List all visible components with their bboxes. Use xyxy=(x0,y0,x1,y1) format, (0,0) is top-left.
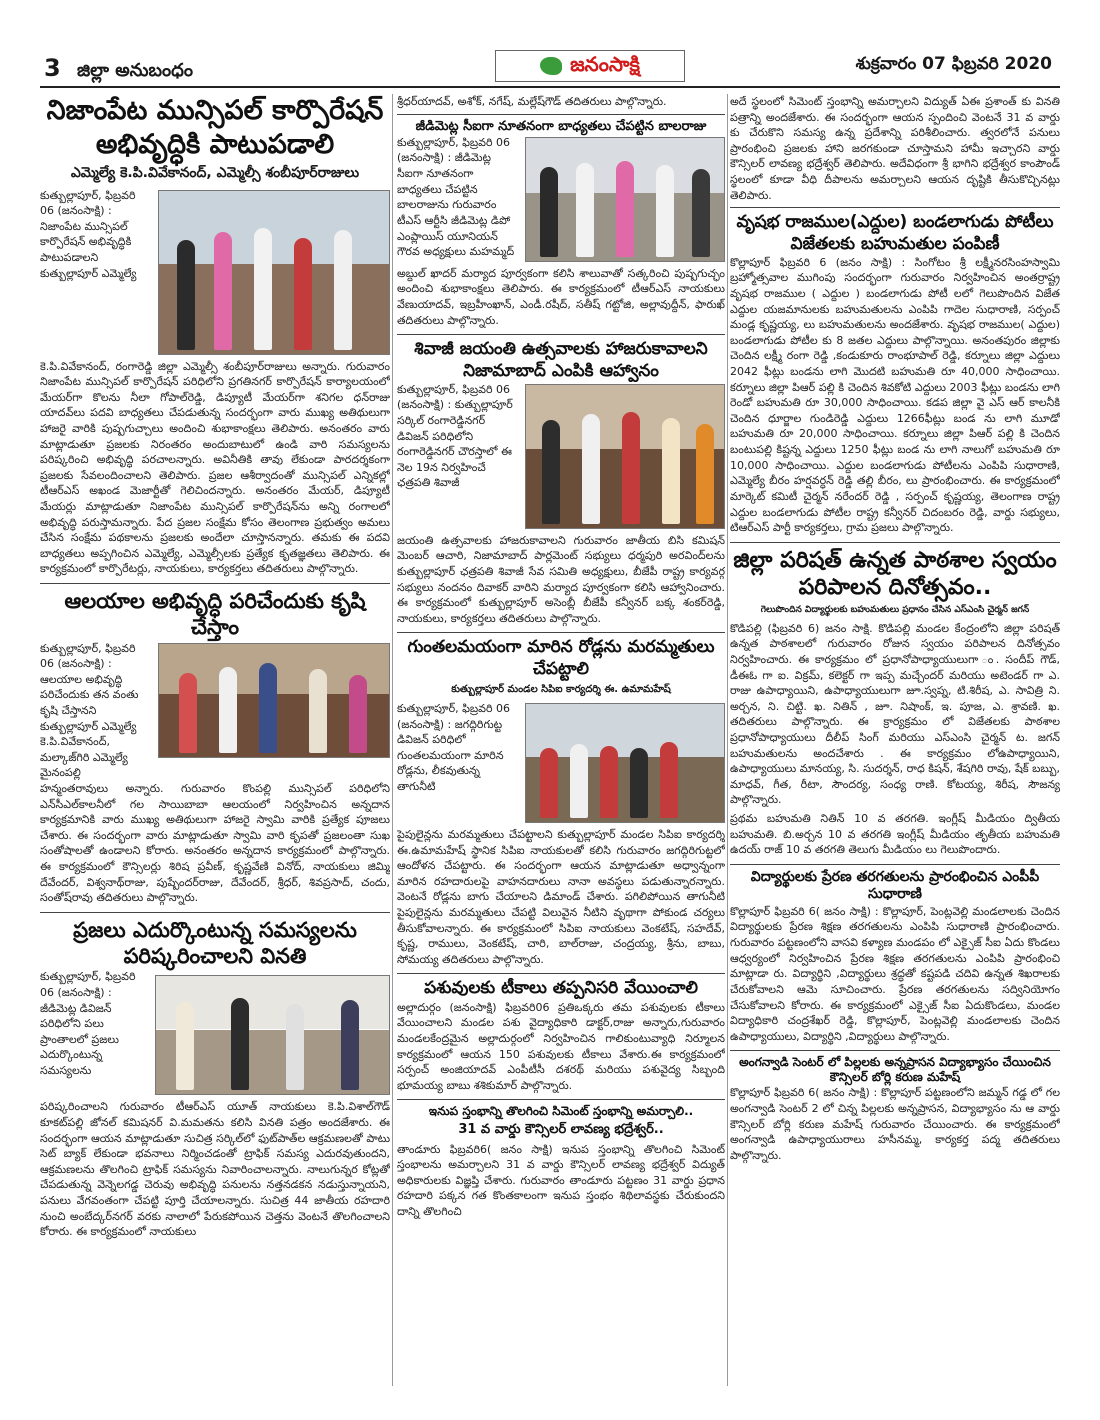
headline: జిల్లా పరిషత్ ఉన్నత పాఠశాల స్వయం పరిపాలన దినోత్సవం.. xyxy=(733,547,1057,601)
headline: ఆలయాల అభివృద్ధి పరిచేందుకు కృషి చేస్తాం xyxy=(64,589,366,640)
dateline: కుత్బుల్లాపూర్, ఫిబ్రవరి 06 (జనంసాక్షి) : జీడిమెట్ల సీఐగా నూతనంగా బాధ్యతలు చేపట్టిన బాలరాజును గురువారం టీఎస్ ఆర్టీసి జీడిమెట్ల డిపో ఎంప్లాయిస్ యూనియన్ గౌరవ అధ్యక్షులు మహమ్మద్ xyxy=(397,135,515,259)
column-3 xyxy=(730,94,1060,1386)
dateline: కుత్బుల్లాపూర్, ఫిబ్రవరి 06 (జనంసాక్షి) : కుత్బుల్లాపూర్ సర్కిల్ రంగారెడ్డినగర్ డివిజన్ పరిధిలోని రంగారెడ్డినగర్ చౌరస్తాలో ఈ నెల 19న నిర్వహించే ఛత్రపతి శివాజీ xyxy=(397,382,513,490)
article-iron-pole xyxy=(397,1104,725,1219)
headline: విద్యార్థులకు ప్రేరణ తరగతులను ప్రారంభించిన ఎంపీపీ సుధారాణి xyxy=(750,868,1040,903)
news-photo xyxy=(525,137,725,262)
headline: వృషభ రాజముల(ఎద్దుల) బండలాగుడు పోటీలు విజేతలకు బహుమతుల పంపిణీ xyxy=(736,212,1054,254)
article-body: హన్మంతరావులు అన్నారు. గురువారం కొంపల్లి మున్సిపల్ పరిధిలోని ఎన్‌సీఎల్‌కాలనీలో గల సాయిబాబా ఆలయంలో నిర్వహించిన అన్నదాన కార్యక్రమానికి వారు ముఖ్య అతిథులుగా హాజరై స్వామి వారికి ప్రత్యేక పూజలు చేశారు. ఈ సందర్భంగా వారు మాట్లాడుతూ స్వామి వారి కృపతో ప్రజలంతా సుఖ సంతోషాలతో ఉండాలని కోరారు. అనంతరం అన్నదాన కార్యక్రమంలో పాల్గొన్నారు. ఈ కార్యక్రమంలో కౌన్సిలర్లు శిరిష ప్రవీణ్, కృష్ణవేణి వినోద్, నాయకులు జిమ్మి దేవేందర్, విశ్వనాథ్‌రాజు, పుష్పేందర్‌రాజు, దేవేందర్, శ్రీధర్, శివప్రసాద్, చందు, సంతోష్‌రావు తదితరులు పాల్గొన్నారు. xyxy=(40,782,390,905)
news-photo xyxy=(155,975,390,1095)
news-photo xyxy=(525,384,725,529)
article-body: అల్లాదుర్గం (జనంసాక్షి) ఫిబ్రవరి06 ప్రతిఒక్కరు తమ పశువులకు టీకాలు వేయించాలని మండల పశు వైద్యాధికారి డాక్టర్,రాజు అన్నారు,గురువారం మండలకేంద్రమైన అల్లాదుర్గంలో నిర్వహించిన గాలికుంటువ్యాధి నిర్మూలన కార్యక్రమంలో ఆయన 150 పశువులకు టీకాలు వేశారు.ఈ కార్యక్రమంలో సర్పంచ్ అంజియాదవ్ ఎంపీటీసీ దశరథ్ మరియు పశువైద్య సిబ్బంది భూమయ్య బాబు శశికుమార్ పాల్గొన్నారు. xyxy=(397,1000,725,1092)
page-header-left xyxy=(44,54,193,85)
issue-date: శుక్రవారం 07 ఫిబ్రవరి 2020 xyxy=(855,54,1052,74)
article-body: కొల్లాపూర్ ఫిబ్రవరి 6( జనం సాక్షి) : కొల్లాపూర్, పెంట్లవెల్లి మండలాలకు చెందిన విద్యార్థులకు ప్రేరణ శిక్షణ తరగతులను ఎంపిపి సుధారాణి ప్రారంభించారు. గురువారం పట్టణంలోని వాసవి కళ్యాణ మండపం లో ఎక్సైజ్ సీఐ ఏదు కొండలు ఆధ్వర్యంలో నిర్వహించిన ప్రేరణ శిక్షణ తరగతులను ఎంపిపి ప్రారంభించి మాట్లాడా రు. విద్యార్థిని ,విద్యార్థులు శ్రద్ధతో కష్టపడి చదివి ఉన్నత శిఖరాలకు చేరుకోవాలని ఆమె సూచించారు. ప్రేరణ తరగతులను సద్వినియోగం చేసుకోవాలని కోరారు. ఈ కార్యక్రమంలో ఎక్సైజ్ సీఐ ఏదుకొండలు, మండల విద్యాధికారి చంద్రశేఖర్ రెడ్డి, కొల్లాపూర్, పెంట్లవెల్లి మండలాలకు చెందిన ఉపాధ్యాయులు, విద్యార్థిని ,విద్యార్థులు పాల్గొన్నారు. xyxy=(730,904,1060,1043)
article-body: జయంతి ఉత్సవాలకు హాజరుకావాలని గురువారం జాతీయ బిసి కమిషన్ మెంబర్ ఆచారి, నిజామాబాద్ పార్లమెంట్ సభ్యులు ధర్మపురి అరవింద్‌లను కుత్బుల్లాపూర్ ఛత్రపతి శివాజీ సేవ సమితి అధ్యక్షులు, బీజేపీ రాష్ట్ర కార్యవర్గ సభ్యులు నందనం దివాకర్ వారిని మర్యాద పూర్వకంగా కలిసి ఆహ్వానించారు. ఈ కార్యక్రమంలో కుత్బుల్లాపూర్ అసెంబ్లీ బీజేపీ కన్వీనర్ బక్క శంకర్‌రెడ్డి, నాయకులు, కార్యకర్తలు తదితరులు పాల్గొన్నారు. xyxy=(397,533,725,625)
dateline: కుత్బుల్లాపూర్, ఫిబ్రవరి 06 (జనంసాక్షి) : ఆలయాల అభివృద్ధి పరిచేందుకు తన వంతు కృషి చేస్తానని కుత్బుల్లాపూర్ ఎమ్మెల్యే కె.పి.వివేకానంద్, మల్కాజ్‌గిరి ఎమ్మెల్యే మైనంపల్లి xyxy=(40,641,139,780)
article-anganwadi xyxy=(730,1055,1060,1163)
column-2 xyxy=(397,94,725,1386)
page-number: 3 xyxy=(44,54,61,82)
headline: ప్రజలు ఎదుర్కొంటున్న సమస్యలను పరిష్కరించాలని వినతి xyxy=(73,917,357,969)
prize-winners: ప్రథమ బహుమతి నితిన్ 10 వ తరగతి. ఇంగ్లీష్ మీడియం ద్వితీయ బహుమతి. బి.అర్చన 10 వ తరగతి ఇంగ్లీష్ మీడియం తృతీయ బహుమతి ఉదయ్ రాజ్ 10 వ తరగతి తెలుగు మీడియం లు గెలుపొందారు. xyxy=(730,812,1060,857)
article-shivaji xyxy=(397,339,725,626)
dateline: కుత్బుల్లాపూర్, ఫిబ్రవరి 06 (జనంసాక్షి) : జీడిమెట్ల డివిజన్ పరిధిలోని పలు ప్రాంతాలలో ప్రజలు ఎదుర్కొంటున్న సమస్యలను xyxy=(40,970,136,1078)
headline-secondary: 31 వ వార్డు కౌన్సిలర్ లావణ్య భద్రేశ్వర్.. xyxy=(458,1122,664,1138)
article-body: పైపులైన్లను మరమ్మతులు చేపట్టాలని కుత్బుల్లాపూర్ మండల సిపిఐ కార్యదర్శి ఈ.ఉమామహేష్ స్థానిక సిపిఐ నాయకులతో కలిసి గురువారం జగద్గిరిగుట్టలో ఆందోళన చేపట్టారు. ఈ సందర్భంగా ఆయన మాట్లాడుతూ అధ్వాన్నంగా మారిన రహదారులపై వాహనదారులు నానా అవస్థలు పడుతున్నారన్నారు. వెంటనే రోడ్లను బాగు చేయాలని డిమాండ్ చేశారు. పగిలిపోయిన తాగునీటి పైపులైన్లను మరమ్మతులు చేపట్టి విలువైన నీటిని వృథాగా పోకుండ చర్యలు తీసుకోవాలన్నారు. ఈ కార్యక్రమంలో సిపిఐ నాయకులు వెంకటేష్, సహదేవ్, కృష్ణ, రాములు, వెంకటేష్, చారి, బాల్‌రాజు, చంద్రయ్య, శ్రీను, బాబు, సోమయ్య తదితరులు పాల్గొన్నారు. xyxy=(397,827,725,966)
article-temples xyxy=(40,588,390,906)
article-body: కొల్లాపూర్ ఫిబ్రవరి 6 (జనం సాక్షి) : సింగోటం శ్రీ లక్ష్మీనరసింహస్వామి బ్రహ్మోత్సవాల ముగింపు సందర్భంగా గురువారం నిర్వహించిన అంతర్రాష్ట్ర వృషభ రాజముల ( ఎద్దుల ) బండలాగుడు పోటీ లలో గెలుపొందిన విజేత ఎద్దుల యజమానులకు బహుమతులను ఎంపిపి గాదెల సుధారాణి, సర్పంచ్ మండ్ల కృష్ణయ్య, లు బహుమతులను అందజేశారు. వృషభ రాజముల( ఎద్దుల) బండలాగుడు పోటీల కు 8 జతల ఎద్దులు పాల్గొన్నాయి. అనంతపురం జిల్లాకు చెందిన లక్ష్మీ రంగా రెడ్డి ,కండుకూరు రాంభూపాల్ రెడ్డి, కర్నూలు జిల్లా ఎద్దులు 2042 ఫీట్లు బండను లాగి మొదటి బహుమతి రూ 40,000 సాధించాయి. కర్నూలు జిల్లా పిఆర్ పల్లి కి చెందిన శివకోటి ఎద్దులు 2003 ఫీట్లు బండను లాగి రెండో బహుమతి రూ 30,000 సాధించాయి. కడప జిల్లా వై ఎస్ ఆర్ కాలనీకి చెందిన ధూర్జాల గుండిరెడ్డి ఎద్దులు 1266ఫీట్లు బండ ను లాగి మూడో బహుమతి రూ 20,000 సాధించాయి. కర్నూలు జిల్లా పిఆర్ పల్లి కి చెందిన బంటుపల్లి కిష్టన్న ఎద్దులు 1250 ఫీట్లు బండ ను లాగి నాలుగో బహుమతి రూ 10,000 సాధించాయి. ఎద్దుల బండలాగుడు పోటీలను ఎంపిపి సుధారాణి, ఎమ్మెల్యే బీరం హర్షవర్ధన్ రెడ్డి తల్లి బీరం, లు ప్రారంభించారు. ఈ కార్యక్రమంలో మార్కెట్ కమిటీ చైర్మన్ నరేందర్ రెడ్డి , సర్పంచ్ కృష్ణయ్య, తెలంగాణ రాష్ట్ర ఎద్దుల బండలాగుడు పోటీల రాష్ట్ర కన్వీనర్ చిదంబరం రెడ్డి, వార్డు సభ్యులు, టిఆర్ఎస్ పార్టీ కార్యకర్తలు, గ్రామ ప్రజలు పాల్గొన్నారు. xyxy=(730,255,1060,535)
telangana-map-icon xyxy=(540,57,562,75)
logo-text: జనంసాక్షి xyxy=(570,51,640,76)
masthead xyxy=(40,48,1060,88)
dateline: కుత్బుల్లాపూర్, ఫిబ్రవరి 06 (జనంసాక్షి) : నిజాంపేట మున్సిపల్ కార్పొరేషన్ అభివృద్ధికి పాటుపడాలని కుత్బుల్లాపూర్ ఎమ్మెల్యే xyxy=(40,188,137,280)
continued-text: అదే స్థలంలో సిమెంట్ స్తంభాన్ని అమర్చాలని విద్యుత్ ఏఈ ప్రశాంత్ కు వినతి పత్రాన్ని అందజేశారు. ఈ సందర్భంగా ఆయన స్పందించి వెంటనే 31 వ వార్డు కు చేరుకొని సమస్య ఉన్న ప్రదేశాన్ని పరిశీలించారు. త్వరలోనే పనులు ప్రారంభించి ప్రజలకు హాని జరగకుండా చూస్తామని హామీ ఇచ్చారని వార్డు కౌన్సిలర్ లావణ్య భద్రేశ్వర్ తెలిపారు. అదేవిధంగా శ్రీ భాగిని భద్రేశ్వర కాంపౌండ్ స్థలంలో కూడా వీధి దీపాలను అమర్చాలని ఆయన దృష్టికి తీసుకొచ్చినట్లు తెలిపారు. xyxy=(730,95,1060,202)
news-photo xyxy=(158,643,390,758)
article-nizampet xyxy=(40,94,390,577)
article-body: తాండూరు ఫిబ్రవరి6( జనం సాక్షి) ఇనుప స్తంభాన్ని తొలగించి సిమెంట్ స్తంభాలను అమర్చాలని 31 వ వార్డు కౌన్సిలర్ లావణ్య భద్రేశ్వర్ విద్యుత్ అధికారులకు విజ్ఞప్తి చేశారు. గురువారం తాండూరు పట్టణం 31 వార్డు ప్రధాన రహదారి పక్కన గత కొంతకాలంగా ఇనుప స్తంభం శిథిలావస్థకు చేరుకుందని దాన్ని తొలగించి xyxy=(397,1142,725,1219)
article-body: పరిష్కరించాలని గురువారం టీఆర్ఎస్ యూత్ నాయకులు కె.పి.విశాల్‌గౌడ్ కూకట్‌పల్లి జోనల్ కమిషనర్ వి.మమతను కలిసి వినతి పత్రం అందజేశారు. ఈ సందర్భంగా ఆయన మాట్లాడుతూ సుచిత్ర సర్కిల్‌లో ఫుట్‌పాత్‌ల ఆక్రమణలతో పాటు సెట్ బ్యాక్ లేకుండా భవనాలు నిర్మించడంతో ట్రాఫిక్ సమస్య ఎదురవుతుందని, ఆక్రమణలను తొలగించి ట్రాఫిక్ సమస్యను నివారించాలన్నారు. నాలుగున్నర కోట్లతో చేపడుతున్న వెన్నెలగడ్డ చెరువు అభివృద్ధి పనులను నత్తనడకన నడుస్తున్నాయని, పనులు వేగవంతంగా చేపట్టి పూర్తి చేయాలన్నారు. సుచిత్ర 44 జాతీయ రహదారి నుంచి అంబేద్కర్‌నగర్ వరకు నాలాలో పేరుకపోయిన చెత్తను వెంటనే తొలగించాలని కోరారు. ఈ కార్యక్రమంలో నాయకులు xyxy=(40,1100,390,1239)
article-body: కె.పి.వివేకానంద్, రంగారెడ్డి జిల్లా ఎమ్మెల్సీ శంబీపూర్‌రాజులు అన్నారు. గురువారం నిజాంపేట మున్సిపల్ కార్పొరేషన్ పరిధిలోని ప్రగతినగర్ కార్పొరేషన్ కార్యాలయంలో మేయర్‌గా కొలను నీలా గోపాల్‌రెడ్డి, డిప్యూటీ మేయర్‌గా శనిగల ధన్‌రాజు యాదవ్‌లు పదవి బాధ్యతలు చేపడుతున్న సందర్భంగా వారు ముఖ్య అతిథులుగా హాజరై వారికి పుష్పగుచ్చాలు అందించి శుభాకాంక్షలు తెలిపారు. అనంతరం వారు మాట్లాడుతూ ప్రజలకు నిరంతరం అందుబాటులో ఉండి వారి సమస్యలను పరిష్కరించి అభివృద్ధి పరచాలన్నారు. అవినీతికి తావు లేకుండా పారదర్శకంగా ప్రజలకు సేవలందించాలని తెలిపారు. ప్రజల ఆశీర్వాదంతో మున్సిపల్ ఎన్నికల్లో టీఆర్ఎస్ అఖండ మెజార్టీతో గెలిచిందన్నారు. అనంతరం మేయర్, డిప్యూటీ మేయర్లు మాట్లాడుతూ నిజాంపేట మున్సిపల్ కార్పొరేషన్‌ను అన్ని రంగాలలో అభివృద్ధి పరుస్తామన్నారు. పేద ప్రజల సంక్షేమ కోసం తెలంగాణ ప్రభుత్వం అమలు చేసిన సంక్షేమ పథకాలను ప్రజలకు అందేలా చూస్తానన్నారు. తమకు ఈ పదవి బాధ్యతలు అప్పగించిన ఎమ్మెల్యే, ఎమ్మెల్సీలకు ప్రత్యేక కృతజ్ఞతలు తెలిపారు. ఈ కార్యక్రమంలో కార్పొరేటర్లు, నాయకులు, కార్యకర్తలు తదితరులు పాల్గొన్నారు. xyxy=(40,359,390,576)
article-vaccination xyxy=(397,978,725,1093)
news-photo xyxy=(525,703,725,823)
subheadline: గెలుపొందిన విద్యార్థులకు బహుమతులు ప్రధానం చేసిన ఎస్ఎంసి చైర్మన్ జగన్ xyxy=(760,604,1030,615)
article-ci-balaraju xyxy=(397,119,725,329)
column-divider xyxy=(727,94,728,1386)
column-1 xyxy=(40,94,390,1386)
dateline: కుత్బుల్లాపూర్, ఫిబ్రవరి 06 (జనంసాక్షి) : జగద్గిరిగుట్ట డివిజన్ పరిధిలో గుంతలమయంగా మారిన రోడ్లను, లీకవుతున్న తాగునీటి xyxy=(397,701,510,793)
headline: జీడిమెట్ల సీఐగా నూతనంగా బాధ్యతలు చేపట్టిన బాలరాజు xyxy=(415,118,707,134)
article-bull-race xyxy=(730,212,1060,535)
headline: గుంతలమయంగా మారిన రోడ్లను మరమ్మతులు చేపట్టాలి xyxy=(407,637,715,679)
article-public-issues xyxy=(40,917,390,1240)
headline: అంగన్వాడి సెంటర్ లో పిల్లలకు అన్నప్రాసన విద్యాభ్యాసం చేయించిన కౌన్సిలర్ బోర్లి కరుణ మహేష్ xyxy=(739,1055,1051,1085)
logo xyxy=(495,50,685,82)
headline: శివాజీ జయంతి ఉత్సవాలకు హాజరుకావాలని నిజామాబాద్ ఎంపికి ఆహ్వానం xyxy=(414,339,708,381)
article-body: కొల్లాపూర్ ఫిబ్రవరి 6( జనం సాక్షి) : కొల్లాపూర్ పట్టణంలోని జమ్మన్ గడ్డ లో గల అంగన్వాడి సెంటర్ 2 లో చిన్న పిల్లలకు అన్నప్రాసన, విద్యాభ్యాసం ను ఆ వార్డు కౌన్సిలర్ బోర్లి కరుణ మహేష్ గురువారం చేయించారు. ఈ కార్యక్రమంలో అంగన్వాడి ఉపాధ్యాయురాలు హసీనమ్మ, కార్యకర్త పద్మ తదితరులు పాల్గొన్నారు. xyxy=(730,1086,1060,1162)
article-zp-school xyxy=(730,547,1060,858)
subheadline: కుత్బుల్లాపూర్ మండల సిపిఐ కార్యదర్శి ఈ. ఉమామహేష్ xyxy=(451,683,671,695)
news-photo xyxy=(158,190,390,355)
subheadline: ఎమ్మెల్యే కె.పి.వివేకానంద్, ఎమ్మెల్సీ శంబీపూర్‌రాజులు xyxy=(70,164,360,181)
headline: నిజాంపేట మున్సిపల్ కార్పొరేషన్ అభివృద్ధికి పాటుపడాలి xyxy=(46,95,384,160)
article-body: కొడిపల్లి (ఫిబ్రవరి 6) జనం సాక్షి. కొడిపల్లి మండల కేంద్రంలోని జిల్లా పరిషత్ ఉన్నత పాఠశాలలో గురువారం రోజున స్వయం పరిపాలన దినోత్సవం నిర్వహించారు. ఈ కార్యక్రమం లో ప్రధానోపాధ్యాయులుగా ం. సందీప్ గౌడ్, డీఈఓ గా ఐ. విక్రమ్, కలెక్టర్ గా ఇప్ప మచ్చేందర్ మరియు అటెండర్ గా ఎ. రాజు ఉపాధ్యాయిని, ఉపాధ్యాయులుగా జూ.స్వప్న, టి.శిరీష, ఎ. సావిత్రి ని. అర్చన, ని. చిట్టి. ఖ. నితిన్ , జూ. నిషాంక్, ఇ. పూజ, ఎ. శ్రావణి. ఖ. తదితరులు పాల్గొన్నారు. ఈ క్రార్యక్రమం లో విజేతలకు పాఠశాల ప్రధానోపాధ్యాయులు దీలీప్ సింగ్ మరియు ఎస్ఎంసి చైర్మన్ ట. జగన్ బహుమతులను అందచేశారు . ఈ కార్యక్రమం లోఉపాధ్యాయిని, ఉపాధ్యాయులు మానయ్య, సి. సుదర్శన్, రాధ కిషన్, శేషగిరి రావు, షేక్ బబ్బు, మాధవ్, గీత, రీటా, సౌందర్య, సంధ్య రాణి. కోటయ్య, శిరీష, సౌజన్య పాల్గొన్నారు. xyxy=(730,621,1060,807)
column-divider xyxy=(392,94,393,1386)
article-roads xyxy=(397,637,725,967)
article-motivation-classes xyxy=(730,869,1060,1044)
continued-text: శ్రీధర్‌యాదవ్, అశోక్, నగేష్, మల్లేష్‌గౌడ్ తదితరులు పాల్గొన్నారు. xyxy=(397,95,667,108)
headline: ఇనుప స్తంభాన్ని తొలగించి సిమెంట్ స్తంభాన్ని అమర్చాలి.. xyxy=(428,1104,694,1119)
newspaper-page xyxy=(40,48,1060,1388)
headline: పశువులకు టీకాలు తప్పనిసరి వేయించాలి xyxy=(424,978,698,999)
section-name: జిల్లా అనుబంధం xyxy=(76,60,193,81)
article-body: అబ్దుల్ ఖాదర్ మర్యాద పూర్వకంగా కలిసి శాలువాతో సత్కరించి పుష్పగుచ్ఛం అందించి శుభాకాంక్షలు తెలిపారు. ఈ కార్యక్రమంలో టీఆర్ఎస్ నాయకులు వేణుయాదవ్, ఇబ్రహీంఖాన్, ఎండీ.రషీద్, సతీష్ గట్టోజి, అల్లావుద్దీన్, ఫారుఖ్ తదితరులు పాల్గొన్నారు. xyxy=(397,266,725,327)
